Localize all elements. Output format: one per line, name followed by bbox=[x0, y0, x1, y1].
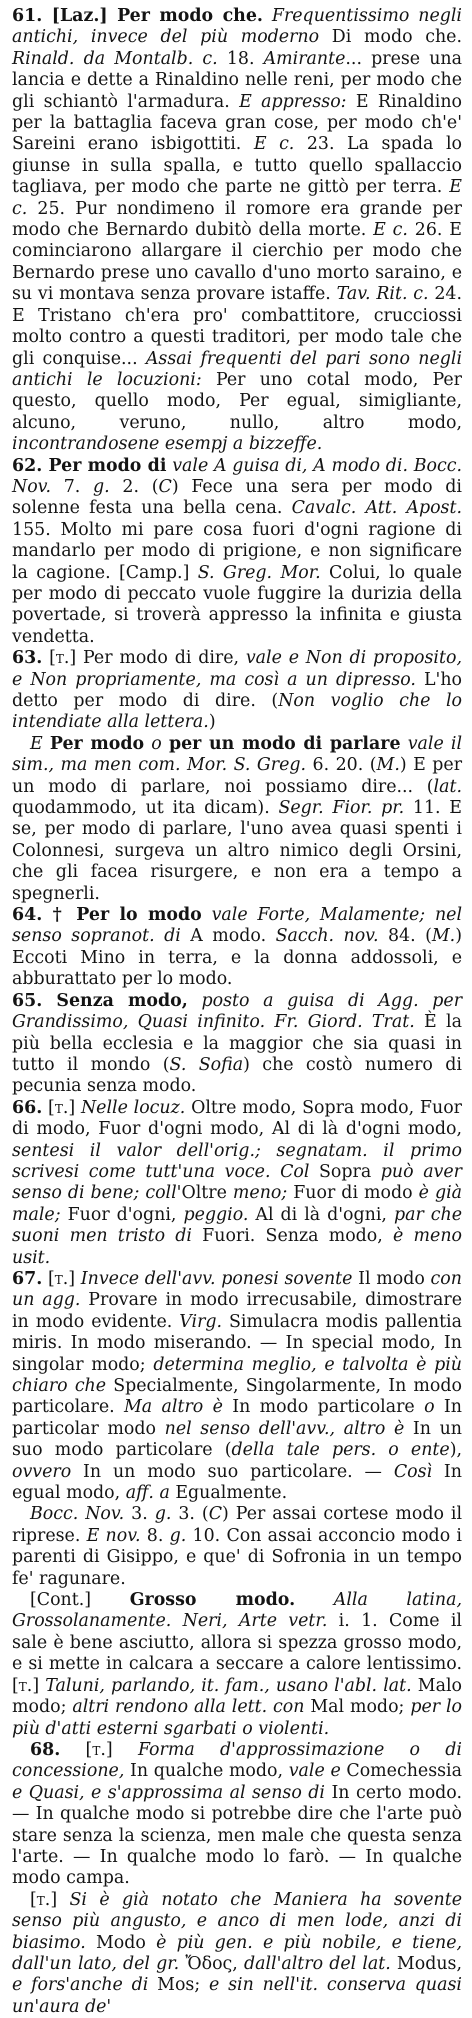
entry-grosso-modo: [Cont.] Grosso modo. Alla latina, Grossolanamente. Neri, Arte vetr. i. 1. Come il sale è bene asciutto, allora si spezza grosso modo, e si mette in calcara a seccare a calore lentissimo. [t.] Taluni, parlando, it. fam., usano l'abl. lat. Malo modo; altri rendono alla lett. con Mal modo; per lo più d'atti esterni sgarbati o violenti. bbox=[12, 1590, 463, 1739]
entry-64: 64. † Per lo modo vale Forte, Malamente; nel senso sopranot. di A modo. Sacch. nov. 84. (M.) Eccoti Mino in terra, e la donna addossoli, e abburattato per lo modo. bbox=[12, 905, 463, 990]
entry-67-bocc: Bocc. Nov. 3. g. 3. (C) Per assai cortese modo il riprese. E nov. 8. g. 10. Con assai acconcio modo i parenti di Gisippo, e que' di Sofronia in un tempo fe' ragunare. bbox=[12, 1504, 463, 1589]
entry-61: 61. [Laz.] Per modo che. Frequentissimo negli antichi, invece del più moderno Di modo che. Rinald. da Montalb. c. 18. Amirante... prese una lancia e dette a Rinaldino nelle reni, per modo che gli schiantò l'armadura. E appresso: E Rinaldino per la battaglia faceva gran cose, per modo ch'e' Sareini erano isbigottiti. E c. 23. La spada lo giunse in sulla spalla, e tutto quello spallaccio tagliava, per modo che parte ne gittò per terra. E c. 25. Pur nondimeno il romore era grande per modo che Bernardo dubitò della morte. E c. 26. E cominciarono allargare il cierchio per modo che Bernardo prese uno cavallo d'uno morto saraino, e su vi montava senza provare istaffe. Tav. Rit. c. 24. E Tristano ch'era pro' combattitore, crucciossi molto contro a questi traditori, per modo tale che gli conquise... Assai frequenti del pari sono negli antichi le locuzioni: Per uno cotal modo, Per questo, quello modo, Per egual, simigliante, alcuno, veruno, nullo, altro modo, incontrandosene esempj a bizzeffe. bbox=[12, 6, 463, 455]
entry-66: 66. [t.] Nelle locuz. Oltre modo, Sopra modo, Fuor di modo, Fuor d'ogni modo, Al di là d'ogni modo, sentesi il valor dell'orig.; segnatam. il primo scrivesi come tutt'una voce. Col Sopra può aver senso di bene; coll'Oltre meno; Fuor di modo è già male; Fuor d'ogni, peggio. Al di là d'ogni, par che suoni men tristo di Fuori. Senza modo, è meno usit. bbox=[12, 1097, 463, 1268]
entry-62: 62. Per modo di vale A guisa di, A modo di. Bocc. Nov. 7. g. 2. (C) Fece una sera per modo di solenne festa una bella cena. Cavalc. Att. Apost. 155. Molto mi pare cosa fuori d'ogni ragione di mandarlo per modo di prigione, e non significare la cagione. [Camp.] S. Greg. Mor. Colui, lo quale per modo di peccato vuole fuggire la durizia della povertade, si troverà appresso la infinita e giusta vendetta. bbox=[12, 455, 463, 647]
entry-63: 63. [t.] Per modo di dire, vale e Non di proposito, e Non propriamente, ma così a un dipresso. L'ho detto per modo di dire. (Non voglio che lo intendiate alla lettera.) bbox=[12, 648, 462, 733]
entry-68-note: [t.] Si è già notato che Maniera ha sovente senso più angusto, e anco di men lode, anzi di biasimo. Modo è più gen. e più nobile, e tiene, dall'un lato, del gr. Ὄδος, dall'altro del lat. Modus, e fors'anche di Mos; e sin nell'it. conserva quasi un'aura de' bbox=[12, 1889, 463, 2017]
entry-63-sub: E Per modo o per un modo di parlare vale il sim., ma men com. Mor. S. Greg. 6. 20. (M.) E per un modo di parlare, noi possiamo dire... (lat. quodammodo, ut ita dicam). Segr. Fior. pr. 11. E se, per modo di parlare, l'uno avea quasi spenti i Colonnesi, surgeva un altro nimico degli Orsini, che gli facea risurgere, e non era a tempo a spegnerli. bbox=[12, 733, 463, 904]
entry-68: 68. [t.] Forma d'approssimazione o di concessione, In qualche modo, vale e Comechessia e Quasi, e s'approssima al senso di In certo modo. — In qualche modo si potrebbe dire che l'arte può stare senza la scienza, men male che questa senza l'arte. — In qualche modo lo farò. — In qualche modo campa. bbox=[12, 1739, 463, 1889]
entry-67: 67. [t.] Invece dell'avv. ponesi sovente Il modo con un agg. Provare in modo irrecusabile, dimostrare in modo evidente. Virg. Simulacra modis pallentia miris. In modo miserando. — In special modo, In singolar modo; determina meglio, e talvolta è più chiaro che Specialmente, Singolarmente, In modo particolare. Ma altro è In modo particolare o In particolar modo nel senso dell'avv., altro è In un suo modo particolare (della tale pers. o ente), ovvero In un modo suo particolare. — Così In egual modo, aff. a Egualmente. bbox=[12, 1268, 463, 1504]
entry-65: 65. Senza modo, posto a guisa di Agg. per Grandissimo, Quasi infinito. Fr. Giord. Trat. È la più bella ecclesia e la maggior che sia quasi in tutto il mondo (S. Sofia) che costò numero di pecunia senza modo. bbox=[12, 990, 463, 1097]
